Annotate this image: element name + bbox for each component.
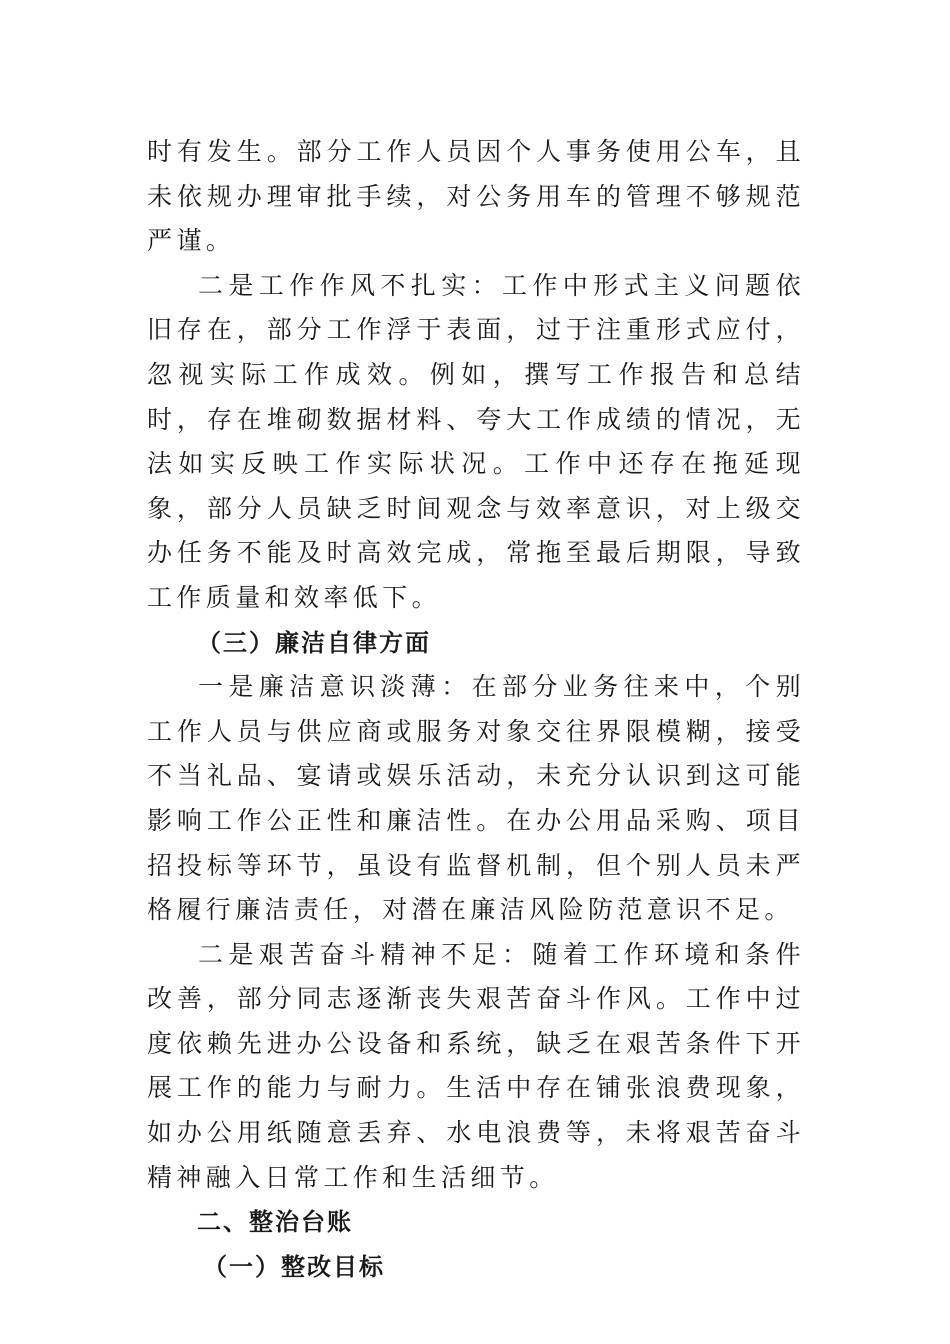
paragraph-official-car-use: 时有发生。部分工作人员因个人事务使用公车，且未依规办理审批手续，对公务用车的管理不够规范严谨。 <box>147 137 805 256</box>
paragraph-work-style: 二是工作作风不扎实：工作中形式主义问题依旧存在，部分工作浮于表面，过于注重形式应付，忽视实际工作成效。例如，撰写工作报告和总结时，存在堆砌数据材料、夸大工作成绩的情况，无法如实反映工作实际状况。工作中还存在拖延现象，部分人员缺乏时间观念与效率意识，对上级交办任务不能及时高效完成，常拖至最后期限，导致工作质量和效率低下。 <box>147 270 805 612</box>
paragraph-hard-work-spirit: 二是艰苦奋斗精神不足：随着工作环境和条件改善，部分同志逐渐丧失艰苦奋斗作风。工作中过度依赖先进办公设备和系统，缺乏在艰苦条件下开展工作的能力与耐力。生活中存在铺张浪费现象，如办公用纸随意丢弃、水电浪费等，未将艰苦奋斗精神融入日常工作和生活细节。 <box>147 939 805 1192</box>
section-heading-rectification-ledger: 二、整治台账 <box>197 1208 353 1237</box>
paragraph-integrity-awareness: 一是廉洁意识淡薄：在部分业务往来中，个别工作人员与供应商或服务对象交往界限模糊，接受不当礼品、宴请或娱乐活动，未充分认识到这可能影响工作公正性和廉洁性。在办公用品采购、项目招投标等环节，虽设有监督机制，但个别人员未严格履行廉洁责任，对潜在廉洁风险防范意识不足。 <box>147 672 805 925</box>
document-body <box>147 130 805 1289</box>
section-heading-rectification-goals: （一）整改目标 <box>203 1252 385 1281</box>
section-heading-integrity: （三）廉洁自律方面 <box>197 628 431 657</box>
